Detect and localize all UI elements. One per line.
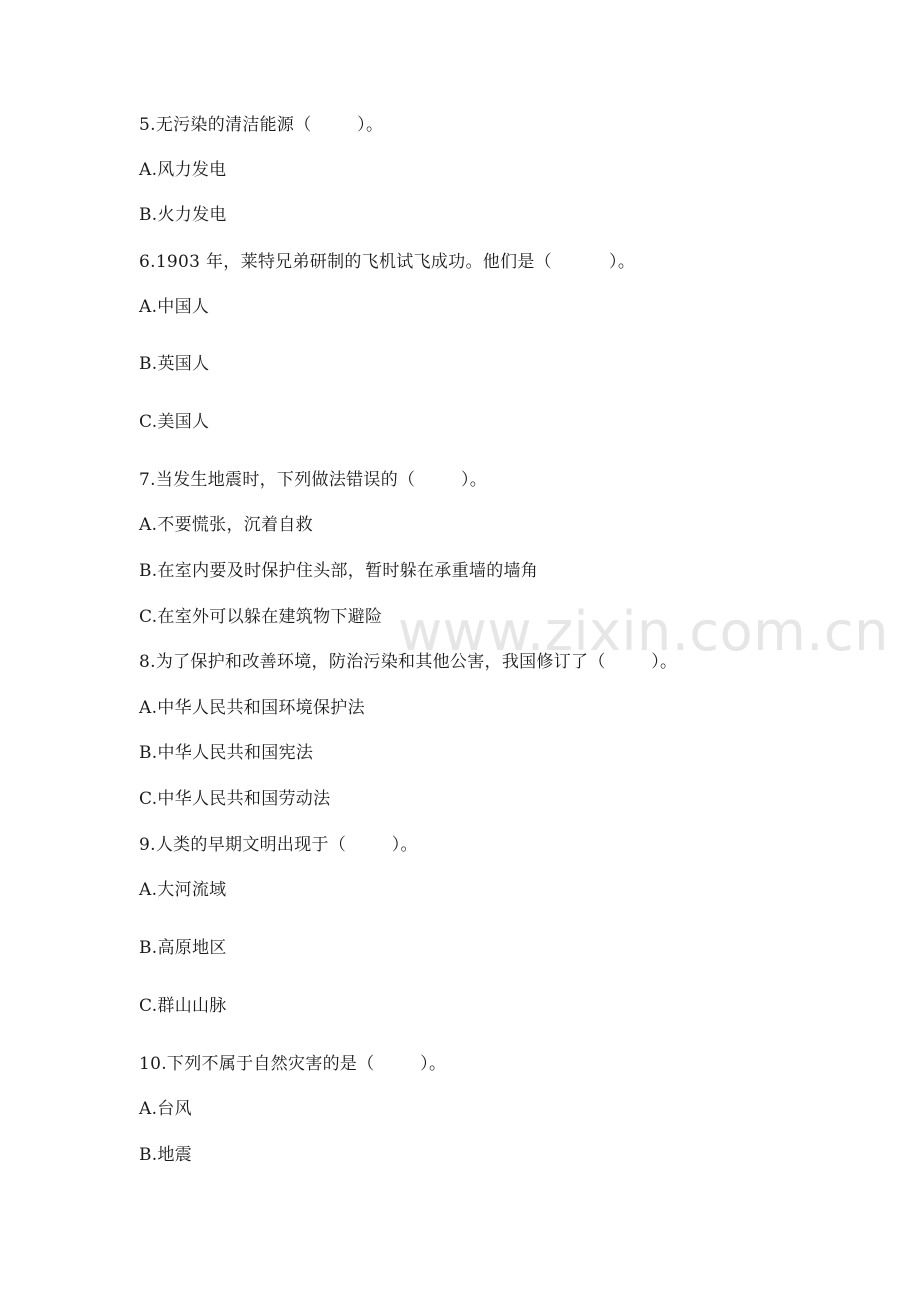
question-7-option-c: C.在室外可以躲在建筑物下避险	[139, 607, 383, 627]
question-7-option-a: A.不要慌张，沉着自救	[139, 515, 313, 535]
question-6-option-c: C.美国人	[139, 412, 210, 432]
question-6-option-b: B.英国人	[139, 354, 210, 374]
question-5-stem: 5.无污染的清洁能源（ ）。	[139, 115, 384, 135]
question-6-option-a: A.中国人	[139, 297, 210, 317]
question-9-stem: 9.人类的早期文明出现于（ ）。	[139, 835, 418, 855]
question-9-option-c: C.群山山脉	[139, 996, 227, 1016]
question-5-option-b: B.火力发电	[139, 205, 227, 225]
question-7-stem: 7.当发生地震时，下列做法错误的（ ）。	[139, 470, 488, 490]
question-9-option-b: B.高原地区	[139, 938, 227, 958]
question-5-option-a: A.风力发电	[139, 160, 227, 180]
question-8-option-a: A.中华人民共和国环境保护法	[139, 698, 365, 718]
question-10-option-a: A.台风	[139, 1099, 192, 1119]
question-8-option-c: C.中华人民共和国劳动法	[139, 789, 331, 809]
question-8-stem: 8.为了保护和改善环境，防治污染和其他公害，我国修订了（ ）。	[139, 652, 678, 672]
question-10-option-b: B.地震	[139, 1145, 193, 1165]
question-7-option-b: B.在室内要及时保护住头部，暂时躲在承重墙的墙角	[139, 561, 539, 581]
question-9-option-a: A.大河流域	[139, 880, 227, 900]
question-10-stem: 10.下列不属于自然灾害的是（ ）。	[139, 1054, 447, 1074]
question-8-option-b: B.中华人民共和国宪法	[139, 743, 314, 763]
watermark: www.zixin.com.cn	[398, 600, 889, 663]
question-6-stem: 6.1903 年，莱特兄弟研制的飞机试飞成功。他们是（ ）。	[139, 252, 636, 272]
